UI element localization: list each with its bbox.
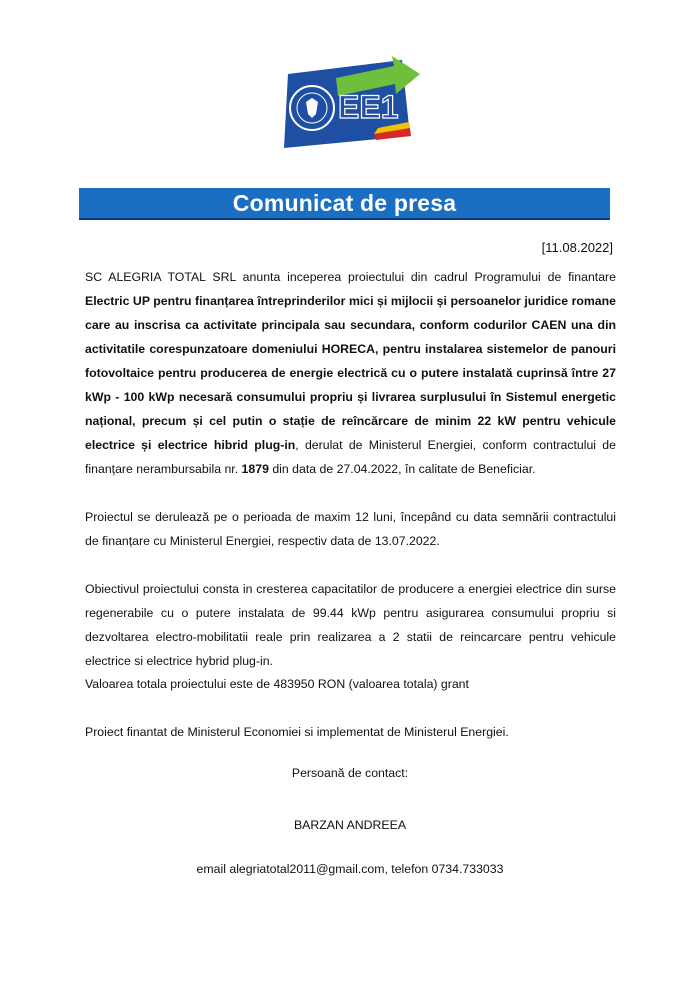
duration-paragraph [85,505,616,553]
funding-paragraph [85,720,616,744]
intro-paragraph [85,265,616,481]
intro-text-1: SC ALEGRIA TOTAL SRL anunta inceperea proiectului din cadrul Programului de finantare [85,270,616,284]
contact-name: BARZAN ANDREEA [293,818,407,832]
value-paragraph [85,672,616,696]
release-date: [11.08.2022] [541,240,613,255]
contact-label: Persoană de contact: [291,766,409,780]
intro-text-3: din data de 27.04.2022, în calitate de Beneficiar. [268,462,536,476]
objective-text: Obiectivul proiectului consta in cresterea capacitatilor de producere a energiei electrice din surse regenerabile cu o putere instalata de 99.44 kWp pentru asigurarea consumului propriu si dezvoltarea electro-mobilitatii reale prin realizarea a 2 statii de reincarcare pentru vehicule electrice si electrice hybrid plug-in. [85,582,616,668]
logo-badge-text: EE1 [338,89,399,125]
contract-number: 1879 [241,462,269,476]
duration-text: Proiectul se derulează pe o perioada de maxim 12 luni, începând cu data semnării contractului de finanțare cu Ministerul Energiei, respectiv data de 13.07.2022. [85,510,616,548]
ee1-logo-graphic [274,56,424,152]
banner-title: Comunicat de presa [232,189,457,216]
value-text: Valoarea totala proiectului este de 483950 RON (valoarea totala) grant [85,677,469,691]
press-release-banner [79,188,610,220]
program-name: Electric UP pentru finanțarea întreprinderilor mici și mijlocii și persoanelor juridice romane care au inscrisa ca activitate principala sau secundara, conform codurilor CAEN una din activitatile corespunzatoare domeniului HORECA, pentru instalarea sistemelor de panouri fotovoltaice pentru producerea de energie electrică cu o putere instalată cuprinsă între 27 kWp - 100 kWp necesară consumului propriu și livrarea surplusului în Sistemul energetic național, precum și cel putin o stație de reîncărcare de minim 22 kW pentru vehicule electrice și electrice hibrid plug-in [85,294,616,452]
funding-text: Proiect finantat de Ministerul Economiei si implementat de Ministerul Energiei. [85,725,509,739]
ee1-logo [274,56,424,152]
intro-text-2: , derulat de Ministerul Energiei, conform contractului de finanțare nerambursabila nr. [85,438,616,476]
contact-info: email alegriatotal2011@gmail.com, telefon 0734.733033 [196,862,504,876]
objective-paragraph [85,577,616,673]
